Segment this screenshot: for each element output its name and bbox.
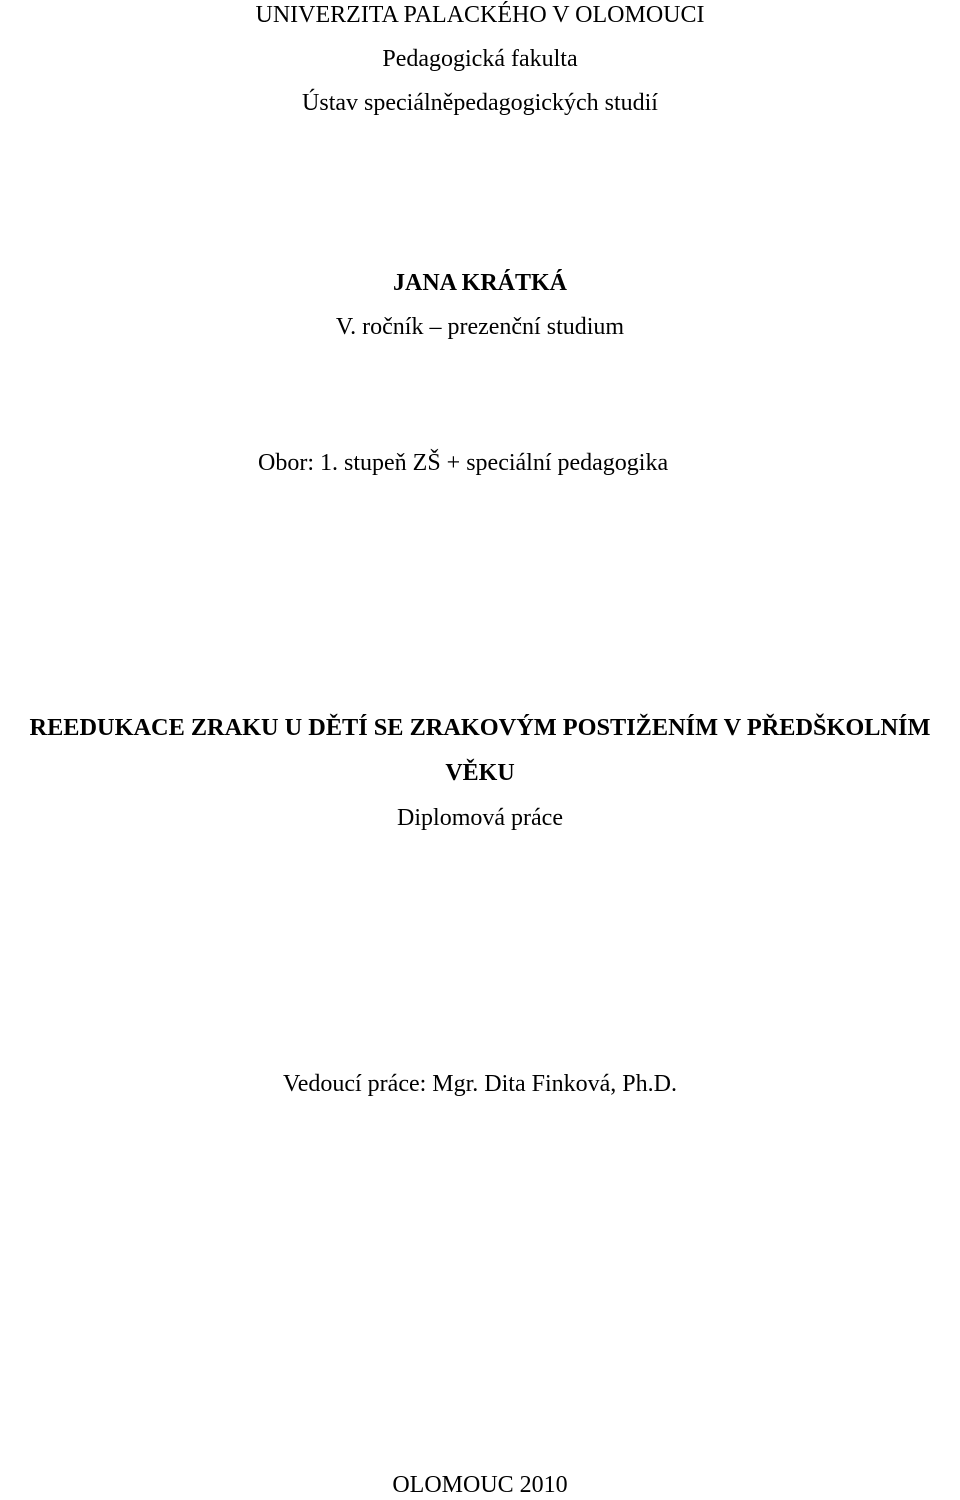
institute-name: Ústav speciálněpedagogických studií	[302, 90, 658, 116]
author-name: JANA KRÁTKÁ	[392, 270, 567, 296]
place-year: OLOMOUC 2010	[392, 1472, 568, 1498]
university-name: UNIVERZITA PALACKÉHO V OLOMOUCI	[255, 2, 705, 28]
field-of-study: Obor: 1. stupeň ZŠ + speciální pedagogika	[258, 450, 669, 476]
faculty-name: Pedagogická fakulta	[382, 46, 578, 72]
thesis-title-line-2: VĚKU	[445, 760, 515, 786]
supervisor: Vedoucí práce: Mgr. Dita Finková, Ph.D.	[283, 1071, 677, 1097]
thesis-title-line-1: REEDUKACE ZRAKU U DĚTÍ SE ZRAKOVÝM POSTIŽENÍM V PŘEDŠKOLNÍM	[29, 714, 931, 741]
study-info: V. ročník – prezenční studium	[335, 314, 625, 340]
thesis-type: Diplomová práce	[397, 805, 563, 831]
